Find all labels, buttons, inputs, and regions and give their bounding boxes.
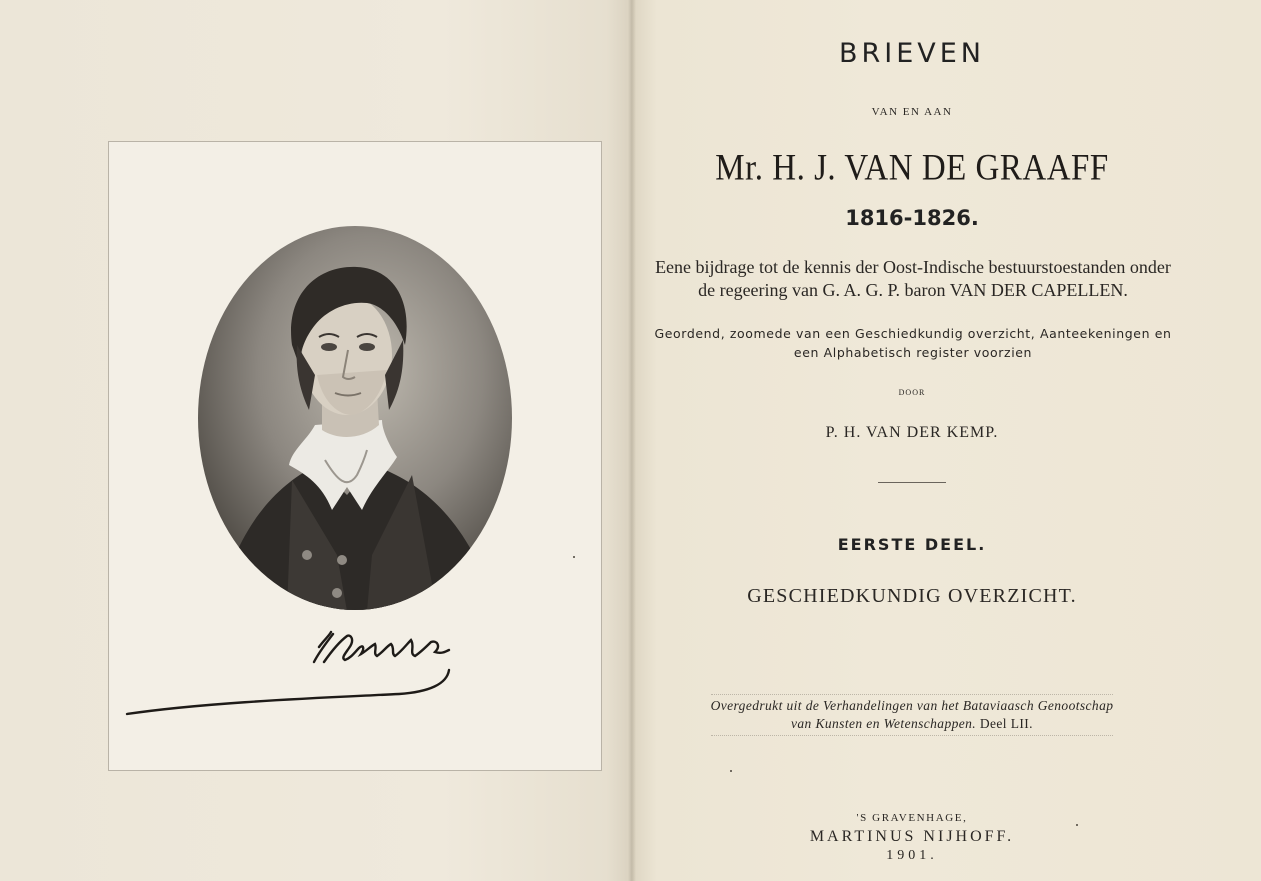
arrangement-note [648,324,1178,362]
reprint-line-1: Overgedrukt uit de Verhandelingen van het Bataviaasch Genootschap [710,698,1114,713]
subtitle [632,256,1194,302]
arrangement-line-2: een Alphabetisch register voorzien [793,345,1033,360]
subtitle-line-2: de regeering van G. A. G. P. baron VAN DER CAPELLEN. [698,280,1128,300]
portrait-engraving [197,225,513,611]
frontispiece-plate [108,141,602,771]
book-title: BRIEVEN [838,38,986,69]
date-range: 1816-1826. [845,206,979,230]
author-name: P. H. VAN DER KEMP. [825,424,999,441]
paper-speck [1076,824,1078,826]
divider-rule [878,482,946,483]
publication-year: 1901. [886,848,938,863]
subject-name: Mr. H. J. VAN DE GRAAFF [715,148,1109,189]
reprint-block [711,694,1114,736]
reprint-note [632,694,1192,736]
paper-speck [730,770,732,772]
volume-label: EERSTE DEEL. [837,535,987,554]
van-en-aan-line: VAN EN AAN [871,106,953,118]
handwritten-signature [119,622,459,722]
arrangement-line-1: Geordend, zoomede van een Geschiedkundig overzicht, Aanteekeningen en [654,326,1172,341]
paper-speck [573,556,575,558]
subtitle-line-1: Eene bijdrage tot de kennis der Oost-Indische bestuurstoestanden onder [655,257,1171,277]
reprint-line-2-italic: van Kunsten en Wetenschappen. [791,716,977,731]
reprint-line-2-plain: Deel LII. [979,716,1033,731]
volume-title: GESCHIEDKUNDIG OVERZICHT. [747,585,1077,607]
publication-place: 'S GRAVENHAGE, [856,812,968,824]
door-label: DOOR [898,388,926,397]
publisher: MARTINUS NIJHOFF. [809,828,1015,845]
